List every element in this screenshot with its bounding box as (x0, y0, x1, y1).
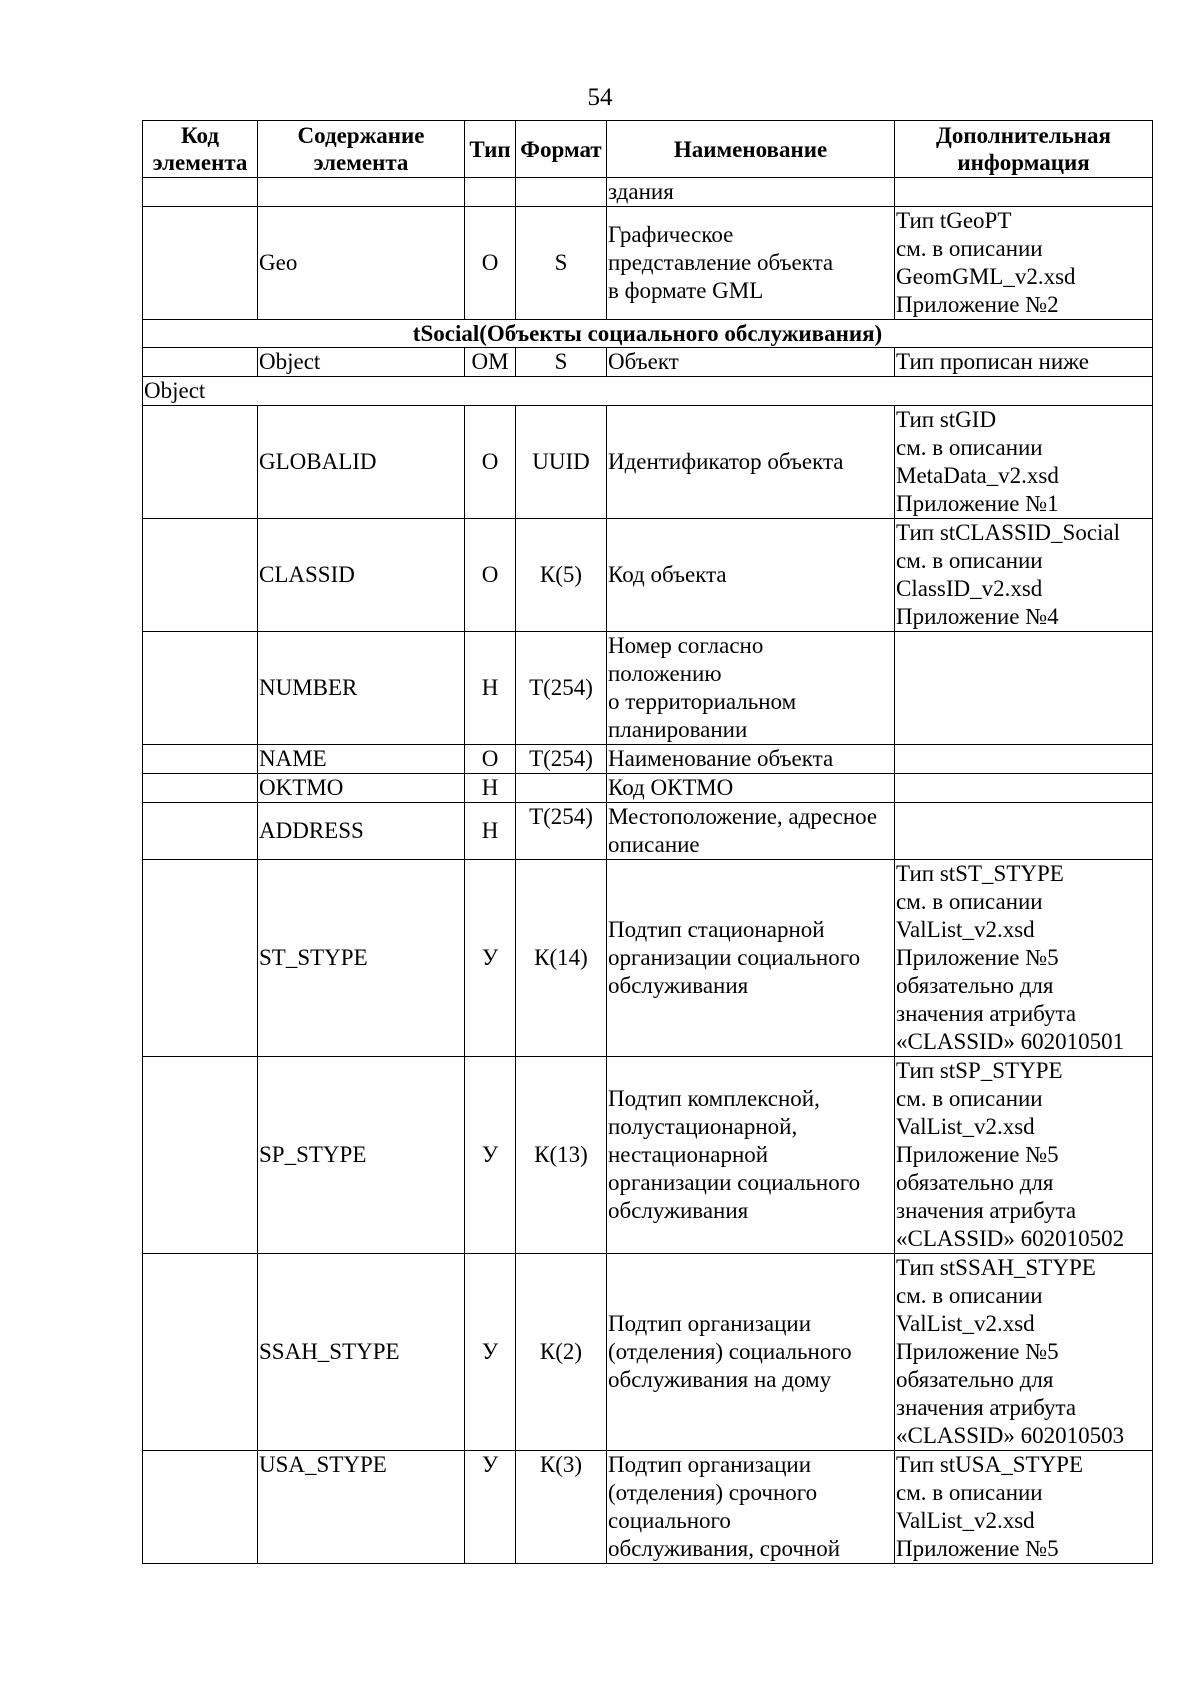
table-row (143, 745, 1153, 774)
table-row (143, 178, 1153, 207)
header-row (143, 121, 1153, 178)
cell-name: Подтип организации (отделения) социального обслуживания на дому (607, 1254, 895, 1451)
cell-name: Объект (607, 348, 895, 377)
table-row (143, 803, 1153, 860)
cell-name: Код ОКТМО (607, 774, 895, 803)
table-row (143, 1451, 1153, 1564)
cell-type: У (465, 1057, 516, 1254)
cell-code (143, 632, 258, 745)
cell-info: Тип stST_STYPE см. в описании ValList_v2.xsd Приложение №5 обязательно для значения атрибута «CLASSID» 602010501 (895, 860, 1153, 1057)
cell-type: Н (465, 774, 516, 803)
cell-format: К(13) (516, 1057, 607, 1254)
cell-name: Графическое представление объекта в формате GML (607, 207, 895, 320)
table-row (143, 519, 1153, 632)
cell-format: К(14) (516, 860, 607, 1057)
cell-content: SSAH_STYPE (258, 1254, 465, 1451)
cell-info (895, 632, 1153, 745)
cell-name: Подтип комплексной, полустационарной, нестационарной организации социального обслуживания (607, 1057, 895, 1254)
cell-info: Тип stCLASSID_Social см. в описании ClassID_v2.xsd Приложение №4 (895, 519, 1153, 632)
cell-format: S (516, 348, 607, 377)
cell-content: GLOBALID (258, 406, 465, 519)
table-row (143, 860, 1153, 1057)
cell-format: S (516, 207, 607, 320)
cell-format (516, 774, 607, 803)
cell-format: UUID (516, 406, 607, 519)
cell-code (143, 207, 258, 320)
cell-name: Наименование объекта (607, 745, 895, 774)
cell-type (465, 178, 516, 207)
cell-name: Подтип организации (отделения) срочного социального обслуживания, срочной (607, 1451, 895, 1564)
cell-code (143, 1057, 258, 1254)
cell-type: О (465, 406, 516, 519)
cell-code (143, 178, 258, 207)
cell-info (895, 774, 1153, 803)
cell-type: У (465, 1254, 516, 1451)
cell-type: Н (465, 632, 516, 745)
cell-type: О (465, 207, 516, 320)
cell-name: Номер согласно положению о территориальном планировании (607, 632, 895, 745)
cell-content: OKTMO (258, 774, 465, 803)
cell-content: ST_STYPE (258, 860, 465, 1057)
header-content: Содержание элемента (258, 121, 465, 178)
header-info: Дополнительная информация (895, 121, 1153, 178)
cell-code (143, 1254, 258, 1451)
cell-format: Т(254) (516, 803, 607, 860)
cell-type: О (465, 519, 516, 632)
cell-info: Тип stUSA_STYPE см. в описании ValList_v2.xsd Приложение №5 (895, 1451, 1153, 1564)
cell-type: ОМ (465, 348, 516, 377)
cell-content: NAME (258, 745, 465, 774)
table-row (143, 406, 1153, 519)
table-body (143, 178, 1153, 1564)
section-title: tSocial(Объекты социального обслуживания) (143, 320, 1153, 348)
table-row (143, 320, 1153, 348)
table-row (143, 1057, 1153, 1254)
page-number: 54 (587, 84, 613, 111)
cell-format: К(2) (516, 1254, 607, 1451)
subsection-title: Object (143, 377, 1153, 406)
cell-info (895, 745, 1153, 774)
table-row (143, 632, 1153, 745)
cell-content: SP_STYPE (258, 1057, 465, 1254)
cell-name: Код объекта (607, 519, 895, 632)
cell-info (895, 803, 1153, 860)
table-row (143, 1254, 1153, 1451)
cell-content: Object (258, 348, 465, 377)
cell-code (143, 519, 258, 632)
cell-name: Подтип стационарной организации социального обслуживания (607, 860, 895, 1057)
cell-format (516, 178, 607, 207)
elements-table (142, 120, 1153, 1564)
cell-content (258, 178, 465, 207)
table-row (143, 348, 1153, 377)
cell-name: Идентификатор объекта (607, 406, 895, 519)
header-code: Код элемента (143, 121, 258, 178)
cell-info: Тип tGeoPT см. в описании GeomGML_v2.xsd Приложение №2 (895, 207, 1153, 320)
cell-code (143, 348, 258, 377)
table-row (143, 774, 1153, 803)
table-row (143, 207, 1153, 320)
cell-type: О (465, 745, 516, 774)
cell-code (143, 774, 258, 803)
cell-format: К(5) (516, 519, 607, 632)
cell-type: У (465, 860, 516, 1057)
cell-format: Т(254) (516, 745, 607, 774)
cell-content: ADDRESS (258, 803, 465, 860)
table-row (143, 377, 1153, 406)
cell-type: У (465, 1451, 516, 1564)
cell-content: Geo (258, 207, 465, 320)
cell-code (143, 1451, 258, 1564)
cell-name: Местоположение, адресное описание (607, 803, 895, 860)
cell-info: Тип прописан ниже (895, 348, 1153, 377)
cell-info: Тип stSP_STYPE см. в описании ValList_v2.xsd Приложение №5 обязательно для значения атрибута «CLASSID» 602010502 (895, 1057, 1153, 1254)
cell-code (143, 745, 258, 774)
header-name: Наименование (607, 121, 895, 178)
cell-content: USA_STYPE (258, 1451, 465, 1564)
header-format: Формат (516, 121, 607, 178)
cell-info (895, 178, 1153, 207)
cell-info: Тип stGID см. в описании MetaData_v2.xsd Приложение №1 (895, 406, 1153, 519)
cell-name: здания (607, 178, 895, 207)
cell-content: NUMBER (258, 632, 465, 745)
cell-format: К(3) (516, 1451, 607, 1564)
cell-code (143, 803, 258, 860)
cell-code (143, 406, 258, 519)
cell-type: Н (465, 803, 516, 860)
cell-code (143, 860, 258, 1057)
cell-content: CLASSID (258, 519, 465, 632)
cell-format: Т(254) (516, 632, 607, 745)
header-type: Тип (465, 121, 516, 178)
cell-info: Тип stSSAH_STYPE см. в описании ValList_v2.xsd Приложение №5 обязательно для значения атрибута «CLASSID» 602010503 (895, 1254, 1153, 1451)
